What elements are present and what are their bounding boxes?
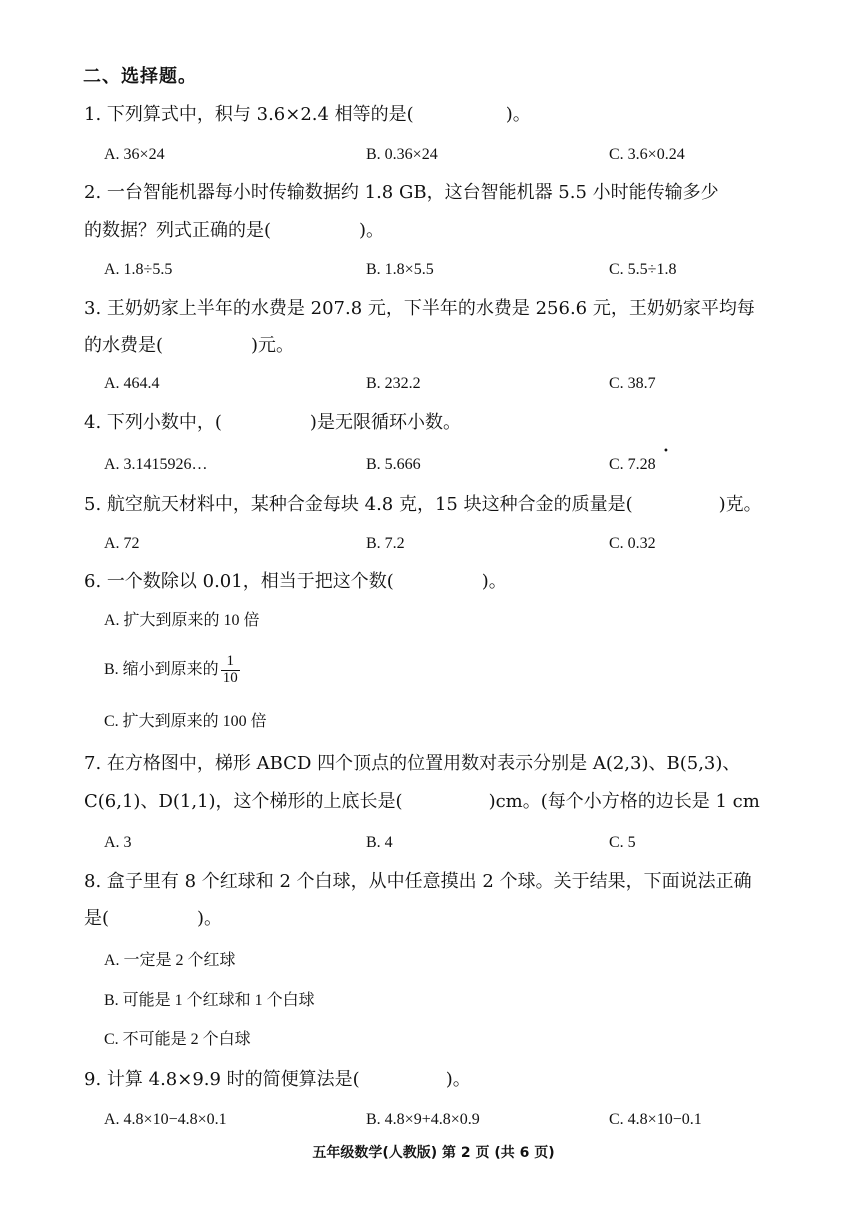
q4-option-a: A. 3.1415926… xyxy=(104,456,208,473)
question-3-line-1: 3. 王奶奶家上半年的水费是 207.8 元，下半年的水费是 256.6 元，王奶奶家平均每 xyxy=(84,298,755,319)
q2-option-a: A. 1.8÷5.5 xyxy=(104,261,173,278)
q1-option-a: A. 36×24 xyxy=(104,146,165,163)
question-1 xyxy=(84,106,531,124)
q6-option-a: A. 扩大到原来的 10 倍 xyxy=(104,612,260,629)
q8-option-c: C. 不可能是 2 个白球 xyxy=(104,1031,251,1048)
q1-option-b: B. 0.36×24 xyxy=(366,146,438,163)
q7-option-b: B. 4 xyxy=(366,834,393,851)
question-8-line-1: 8. 盒子里有 8 个红球和 2 个白球，从中任意摸出 2 个球。关于结果，下面说法正确 xyxy=(84,871,752,892)
question-7-line-1: 7. 在方格图中，梯形 ABCD 四个顶点的位置用数对表示分别是 A(2,3)、B(5,3)、 xyxy=(84,753,741,774)
q4-option-c: C. 7.28 xyxy=(609,456,656,473)
q9-option-b: B. 4.8×9+4.8×0.9 xyxy=(366,1111,480,1128)
question-4: 4. 下列小数中，( )是无限循环小数。 xyxy=(84,412,461,433)
q8-option-b: B. 可能是 1 个红球和 1 个白球 xyxy=(104,992,315,1009)
repeating-dot-mark: • xyxy=(663,446,669,457)
q3-option-b: B. 232.2 xyxy=(366,375,421,392)
section-title: 二、选择题。 xyxy=(83,66,197,87)
question-6: 6. 一个数除以 0.01，相当于把这个数( )。 xyxy=(84,571,507,592)
question-1-text: 1. 下列算式中，积与 3.6×2.4 相等的是( xyxy=(84,104,414,125)
question-9: 9. 计算 4.8×9.9 时的简便算法是( )。 xyxy=(84,1069,471,1090)
q7-option-c: C. 5 xyxy=(609,834,636,851)
question-2-line-2: 的数据？列式正确的是( )。 xyxy=(84,220,385,241)
fraction: $\frac{1}{10}$ xyxy=(222,653,238,686)
q9-option-c: C. 4.8×10−0.1 xyxy=(609,1111,702,1128)
q1-option-c: C. 3.6×0.24 xyxy=(609,146,685,163)
question-3-line-2: 的水费是( )元。 xyxy=(84,335,295,356)
q8-option-a: A. 一定是 2 个红球 xyxy=(104,952,236,969)
question-7-line-2: C(6,1)、D(1,1)，这个梯形的上底长是( )cm。(每个小方格的边长是 1 cm xyxy=(84,791,760,812)
q2-option-c: C. 5.5÷1.8 xyxy=(609,261,677,278)
question-2-line-1: 2. 一台智能机器每小时传输数据约 1.8 GB，这台智能机器 5.5 小时能传输多少 xyxy=(84,182,719,203)
question-8-line-2: 是( )。 xyxy=(84,908,223,929)
q6-option-c: C. 扩大到原来的 100 倍 xyxy=(104,713,267,730)
q5-option-c: C. 0.32 xyxy=(609,535,656,552)
q6-option-b: B. 缩小到原来的 $\frac{1}{10}$ xyxy=(104,653,238,686)
q5-option-a: A. 72 xyxy=(104,535,140,552)
q5-option-b: B. 7.2 xyxy=(366,535,405,552)
q4-option-b: B. 5.666 xyxy=(366,456,421,473)
q7-option-a: A. 3 xyxy=(104,834,132,851)
q3-option-a: A. 464.4 xyxy=(104,375,160,392)
q3-option-c: C. 38.7 xyxy=(609,375,656,392)
question-5: 5. 航空航天材料中，某种合金每块 4.8 克，15 块这种合金的质量是( )克。 xyxy=(84,494,762,515)
q9-option-a: A. 4.8×10−4.8×0.1 xyxy=(104,1111,227,1128)
q2-option-b: B. 1.8×5.5 xyxy=(366,261,434,278)
question-1-close: )。 xyxy=(505,104,531,125)
page-footer: 五年级数学(人教版) 第 2 页 (共 6 页) xyxy=(312,1145,555,1161)
